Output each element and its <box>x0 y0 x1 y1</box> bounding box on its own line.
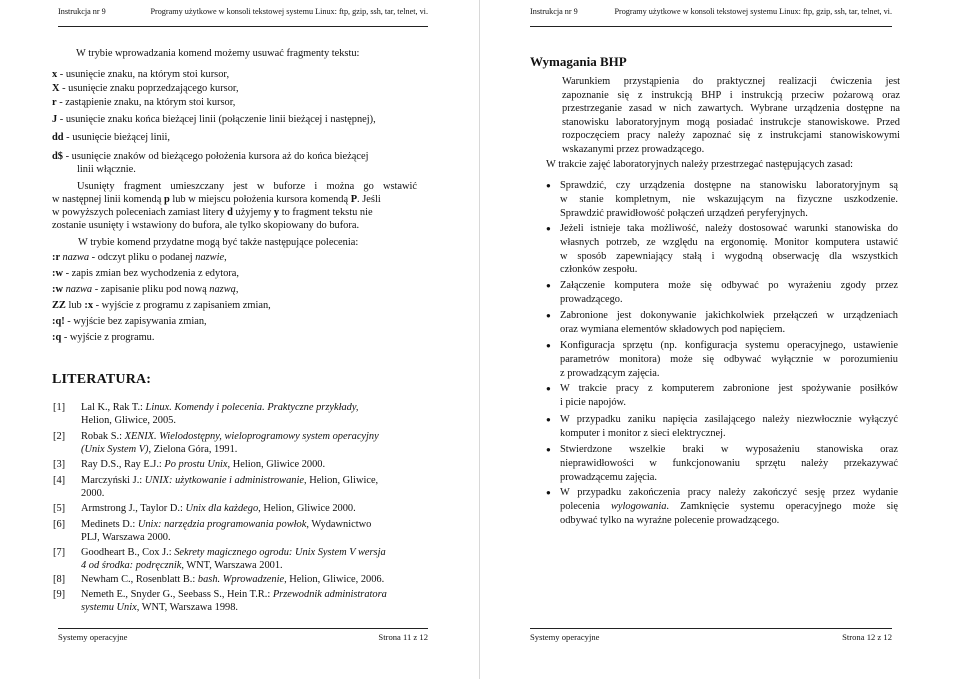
rule-item: Konfiguracja sprzętu (np. konfiguracja systemu operacyjnego, ustawienie parametrów monitora) może się odbywać wyłącznie w porozumieniu z prowadzącym zajęcia. <box>560 340 898 379</box>
command-line: J - usunięcie znaku końca bieżącej linii (połączenie linii bieżącej i następnej), <box>52 114 376 125</box>
intro-paragraph: Warunkiem przystąpienia do praktycznej realizacji ćwiczenia jest zapoznanie się z instrukcją BHP i instrukcją przeciw pożarową oraz przestrzeganie zasad w nich zawartych. Wybrane urządzenia dostępne na stanowisku laboratoryjnym mogą posiadać instrukcje stanowiskowe. Przed rozpoczęciem pracy należy zapoznać się z instrukcjami stanowiskowymi wskazanymi przez prowadzącego. <box>562 76 900 155</box>
rule-item: W trakcie pracy z komputerem zabronione jest spożywanie posiłków i picie napojów. <box>560 383 898 408</box>
header-right: Programy użytkowe w konsoli tekstowej systemu Linux: ftp, gzip, ssh, tar, telnet, vi. <box>614 7 892 16</box>
bullet-icon: ● <box>546 384 551 393</box>
rule-item: W przypadku zaniku napięcia zasilającego należy niezwłocznie wyłączyć komputer i monitor z sieci elektrycznej. <box>560 414 898 439</box>
bullet-icon: ● <box>546 415 551 424</box>
bullet-icon: ● <box>546 341 551 350</box>
bullet-icon: ● <box>546 224 551 233</box>
section-title: Wymagania BHP <box>530 54 627 69</box>
paste-paragraph-line: Usunięty fragment umieszczany jest w buforze i można go wstawić <box>77 181 417 192</box>
bullet-icon: ● <box>546 445 551 454</box>
bullet-icon: ● <box>546 311 551 320</box>
intro-text: W trybie wprowadzania komend możemy usuwać fragmenty tekstu: <box>76 48 360 59</box>
rule-item: Stwierdzone wszelkie braki w wyposażeniu stanowiska oraz nieprawidłowości w funkcjonowaniu sprzętu należy przekazywać prowadzącemu zajęcia. <box>560 444 898 483</box>
vi-command: :w nazwa - zapisanie pliku pod nową nazwą, <box>52 284 239 295</box>
literature-heading: LITERATURA: <box>52 372 152 387</box>
command-line: d$ - usunięcie znaków od bieżącego położenia kursora aż do końca bieżącej <box>52 151 369 162</box>
header-right: Programy użytkowe w konsoli tekstowej systemu Linux: ftp, gzip, ssh, tar, telnet, vi. <box>150 7 428 16</box>
rule-item: W przypadku zakończenia pracy należy zakończyć sesję przez wydanie polecenia wylogowania. Zamknięcie systemu operacyjnego może się odbywać tylko na wyraźne polecenie prowadzącego. <box>560 487 898 526</box>
bullet-icon: ● <box>546 181 551 190</box>
rule-item: Zabronione jest dokonywanie jakichkolwiek przełączeń w urządzeniach oraz wymiana elementów składowych pod napięciem. <box>560 310 898 335</box>
page-header <box>530 2 892 27</box>
command-line: dd - usunięcie bieżącej linii, <box>52 132 171 143</box>
footer-left: Systemy operacyjne <box>58 632 128 642</box>
bullet-icon: ● <box>546 281 551 290</box>
vi-command: :q! - wyjście bez zapisywania zmian, <box>52 316 207 327</box>
vi-command: ZZ lub :x - wyjście z programu z zapisaniem zmian, <box>52 300 271 311</box>
paste-paragraph-line: zostanie usunięty i wstawiony do bufora, ale tylko skopiowany do bufora. <box>52 220 360 231</box>
rule-item: Załączenie komputera może się odbywać po wyrażeniu zgody przez prowadzącego. <box>560 280 898 305</box>
command-line: x - usunięcie znaku, na którym stoi kursor, <box>52 69 230 80</box>
page-11: Instrukcja nr 9 Programy użytkowe w konsoli tekstowej systemu Linux: ftp, gzip, ssh, tar, telnet, vi. W trybie wprowadzania komend możemy usuwać fragmenty tekstu: x - usunięcie znaku, na którym stoi kursor, X - usunięcie znaku poprzedzającego kursor, r - zastąpienie znaku, na którym stoi kursor, J - usunięcie znaku końca bieżącej linii (połączenie linii bieżącej i następnej), dd - usunięcie bieżącej linii, d$ - usunięcie znaków od bieżącego położenia kursora aż do końca bieżącej linii włącznie. Usunięty fragment umieszczany jest w buforze i można go wstawić w następnej linii komendą p lub w miejscu położenia kursora komendą P. Jeśli w powyższych poleceniach zamiast litery d użyjemy y to fragment tekstu nie zostanie usunięty i wstawiony do bufora, ale tylko skopiowany do bufora. W trybie komend przydatne mogą być także następujące polecenia: :r nazwa - odczyt pliku o podanej nazwie, :w - zapis zmian bez wychodzenia z edytora, :w nazwa - zapisanie pliku pod nową nazwą, ZZ lub :x - wyjście z programu z zapisaniem zmian, :q! - wyjście bez zapisywania zmian, :q - wyjście z programu. LITERATURA: [1] Lal K., Rak T.: Linux. Komendy i polecenia. Praktyczne przykłady, Helion, Gliwice, 2005. [2] Robak S.: XENIX. Wielodostępny, wieloprogramowy system operacyjny (Unix System V), Zielona Góra, 1991. [3] Ray D.S., Ray E.J.: Po prostu Unix, Helion, Gliwice 2000. [4] Marczyński J.: UNIX: użytkowanie i administrowanie, Helion, Gliwice, 2000. [5] Armstrong J., Taylor D.: Unix dla każdego, Helion, Gliwice 2000. [6] Medinets D.: Unix: narzędzia programowania powłok, Wydawnictwo PLJ, Warszawa 2000. [7] Goodheart B., Cox J.: Sekrety magicznego ogrodu: Unix System V wersja 4 od środka: podręcznik, WNT, Warszawa 2001. [8] Newham C., Rosenblatt B.: bash. Wprowadzenie, Helion, Gliwice, 2006. [9] Nemeth E., Snyder G., Seebass S., Hein T.R.: Przewodnik administratora systemu Unix, WNT, Warszawa 1998. Systemy operacyjne Strona 11 z 12 <box>0 0 480 679</box>
command-line: X - usunięcie znaku poprzedzającego kursor, <box>52 83 239 94</box>
header-left: Instrukcja nr 9 <box>58 7 106 16</box>
page-number: Strona 11 z 12 <box>378 632 428 642</box>
page-footer <box>58 628 428 645</box>
paste-paragraph-line: w następnej linii komendą p lub w miejscu położenia kursora komendą P. Jeśli <box>52 194 381 205</box>
rules-intro: W trakcie zajęć laboratoryjnych należy przestrzegać następujących zasad: <box>546 159 854 170</box>
command-intro: W trybie komend przydatne mogą być także następujące polecenia: <box>78 237 359 248</box>
command-line-cont: linii włącznie. <box>77 164 136 175</box>
command-line: r - zastąpienie znaku, na którym stoi kursor, <box>52 97 236 108</box>
paste-paragraph-line: w powyższych poleceniach zamiast litery d użyjemy y to fragment tekstu nie <box>52 207 373 218</box>
footer-left: Systemy operacyjne <box>530 632 600 642</box>
page-number: Strona 12 z 12 <box>842 632 892 642</box>
vi-command: :q - wyjście z programu. <box>52 332 155 343</box>
bullet-icon: ● <box>546 488 551 497</box>
vi-command: :r nazwa - odczyt pliku o podanej nazwie, <box>52 252 227 263</box>
rule-item: Jeżeli istnieje taka możliwość, należy dostosować warunki stanowiska do własnych potrzeb, ze względu na ergonomię. Monitor komputera ustawić w sposób zapewniający stałą i wygodną obserwację dla wszystkich członków zespołu. <box>560 223 898 276</box>
page-header <box>58 2 428 27</box>
header-left: Instrukcja nr 9 <box>530 7 578 16</box>
rule-item: Sprawdzić, czy urządzenia dostępne na stanowisku laboratoryjnym są w stanie kompletnym, nie wskazującym na fizyczne uszkodzenie. Sprawdzić prawidłowość połączeń urządzeń peryferyjnych. <box>560 180 898 219</box>
vi-command: :w - zapis zmian bez wychodzenia z edytora, <box>52 268 239 279</box>
